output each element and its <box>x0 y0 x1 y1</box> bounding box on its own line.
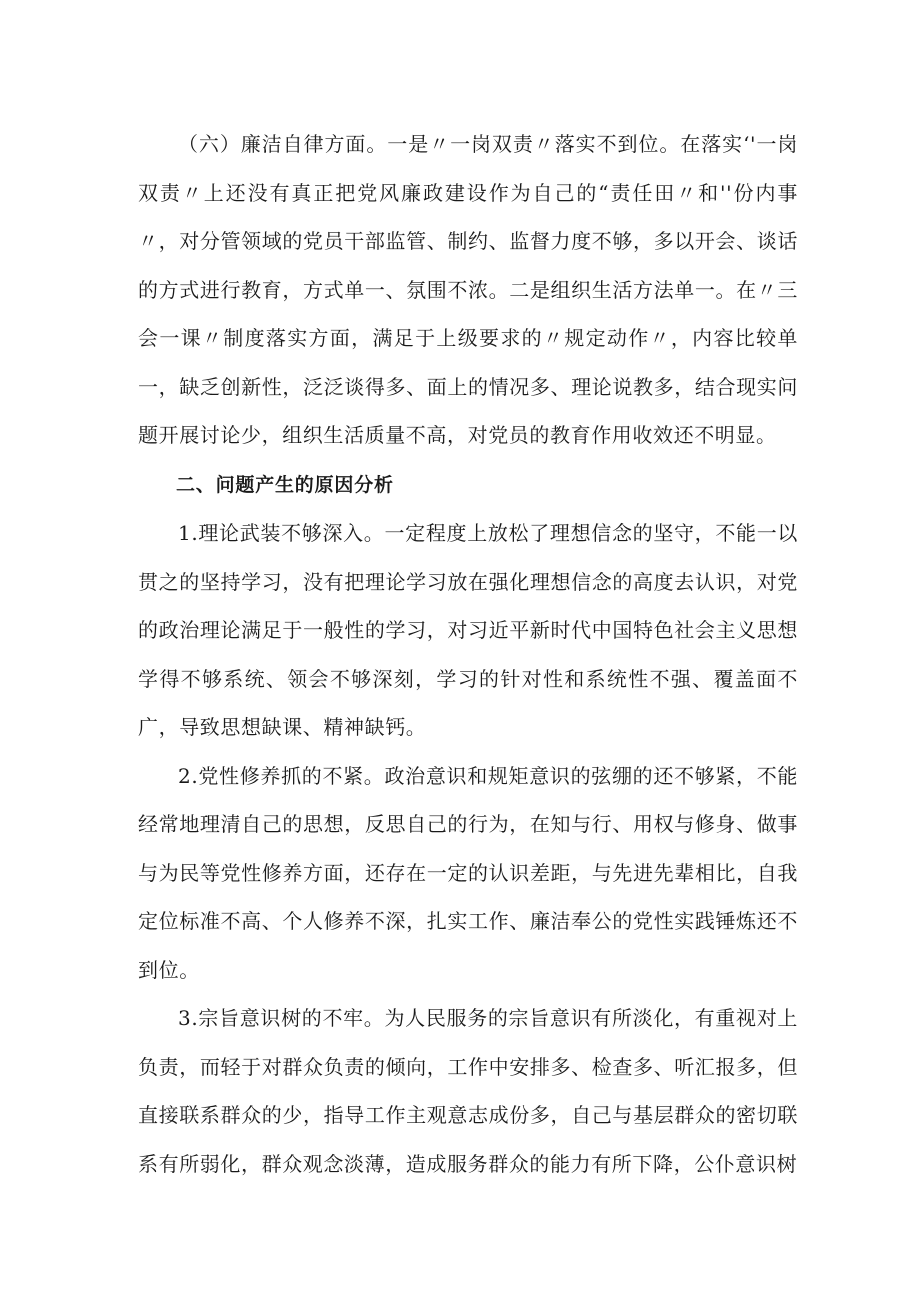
document-body <box>138 120 798 1188</box>
paragraph-integrity-self-discipline: （六）廉洁自律方面。一是〃一岗双责〃落实不到位。在落实‘'一岗双责〃上还没有真正把党风廉政建设作为自己的“责任田〃和''份内事〃，对分管领域的党员干部监管、制约、监督力度不够，多以开会、谈话的方式进行教育，方式单一、氛围不浓。二是组织生活方法单一。在〃三会一课〃制度落实方面，满足于上级要求的〃规定动作〃，内容比较单一，缺乏创新性，泛泛谈得多、面上的情况多、理论说教多，结合现实问题开展讨论少，组织生活质量不高，对党员的教育作用收效还不明显。 <box>138 132 798 447</box>
paragraph-reason-theory: 1.理论武装不够深入。一定程度上放松了理想信念的坚守，不能一以贯之的坚持学习，没有把理论学习放在强化理想信念的高度去认识，对党的政治理论满足于一般性的学习，对习近平新时代中国特色社会主义思想学得不够系统、领会不够深刻，学习的针对性和系统性不强、覆盖面不广，导致思想缺课、精神缺钙。 <box>138 521 798 739</box>
section-heading-cause-analysis: 二、问题产生的原因分析 <box>176 473 394 496</box>
paragraph-reason-party-spirit: 2.党性修养抓的不紧。政治意识和规矩意识的弦绷的还不够紧，不能经常地理清自己的思想，反思自己的行为，在知与行、用权与修身、做事与为民等党性修养方面，还存在一定的认识差距，与先进先辈相比，自我定位标准不高、个人修养不深，扎实工作、廉洁奉公的党性实践锤炼还不到位。 <box>138 763 798 982</box>
paragraph-reason-purpose: 3.宗旨意识树的不牢。为人民服务的宗旨意识有所淡化，有重视对上负责，而轻于对群众负责的倾向，工作中安排多、检查多、听汇报多，但直接联系群众的少，指导工作主观意志成份多，自己与基层群众的密切联系有所弱化，群众观念淡薄，造成服务群众的能力有所下降，公仆意识树 <box>138 1006 798 1176</box>
